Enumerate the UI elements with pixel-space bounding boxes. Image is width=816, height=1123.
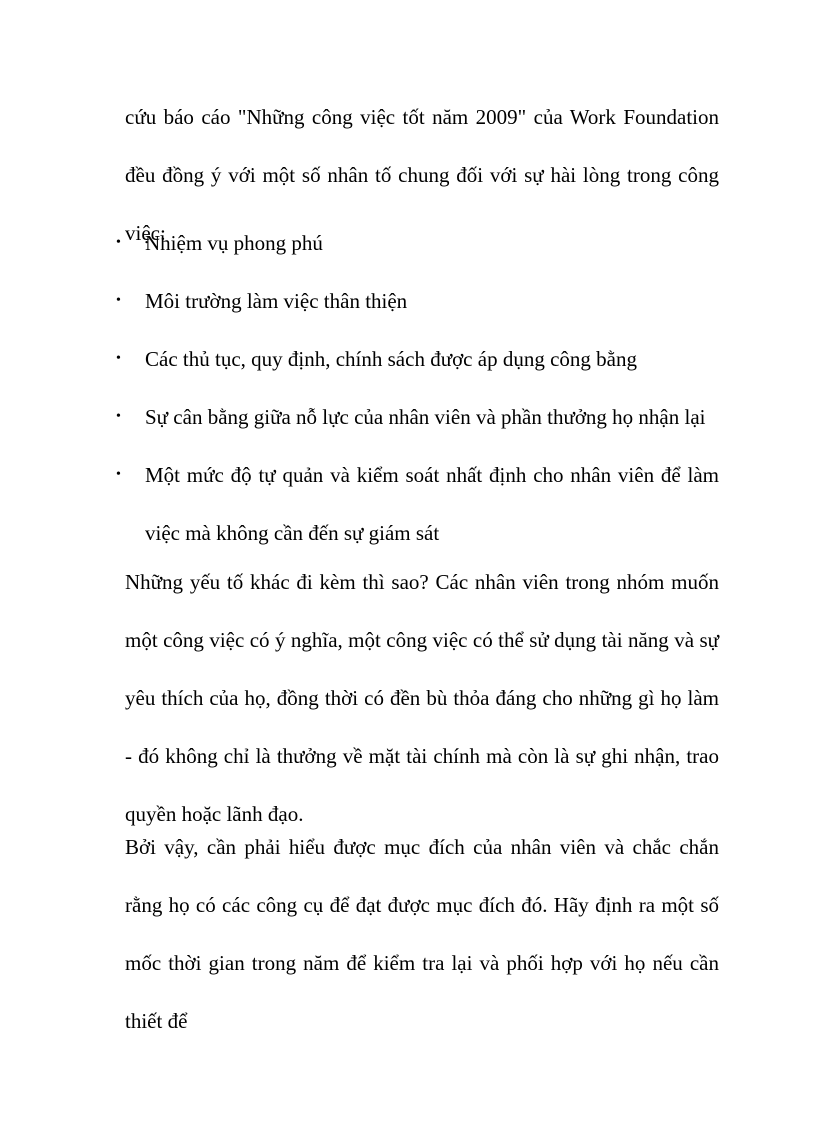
bullet-icon: • bbox=[116, 293, 121, 308]
list-item-text: Một mức độ tự quản và kiểm soát nhất định cho nhân viên để làm việc mà không cần đến sự giám sát bbox=[145, 463, 719, 545]
list-item bbox=[113, 330, 719, 388]
satisfaction-factors-list bbox=[113, 214, 719, 562]
list-item-text: Sự cân bằng giữa nỗ lực của nhân viên và phần thưởng họ nhận lại bbox=[145, 405, 706, 429]
bullet-icon: • bbox=[116, 467, 121, 482]
list-item-text: Nhiệm vụ phong phú bbox=[145, 231, 323, 255]
bullet-icon: • bbox=[116, 351, 121, 366]
bullet-icon: • bbox=[116, 235, 121, 250]
other-factors-paragraph: Những yếu tố khác đi kèm thì sao? Các nhân viên trong nhóm muốn một công việc có ý nghĩa, một công việc có thể sử dụng tài năng và sự yêu thích của họ, đồng thời có đền bù thỏa đáng cho những gì họ làm - đó không chỉ là thưởng về mặt tài chính mà còn là sự ghi nhận, trao quyền hoặc lãnh đạo. bbox=[125, 570, 719, 826]
list-item-text: Các thủ tục, quy định, chính sách được áp dụng công bằng bbox=[145, 347, 637, 371]
list-item bbox=[113, 446, 719, 562]
list-item bbox=[113, 388, 719, 446]
list-item bbox=[113, 214, 719, 272]
intro-paragraph: cứu báo cáo "Những công việc tốt năm 2009" của Work Foundation đều đồng ý với một số nhân tố chung đối với sự hài lòng trong công việc: bbox=[125, 105, 719, 245]
purpose-paragraph: Bởi vậy, cần phải hiểu được mục đích của nhân viên và chắc chắn rằng họ có các công cụ để đạt được mục đích đó. Hãy định ra một số mốc thời gian trong năm để kiểm tra lại và phối hợp với họ nếu cần thiết để bbox=[125, 835, 719, 1033]
bullet-icon: • bbox=[116, 409, 121, 424]
list-item-text: Môi trường làm việc thân thiện bbox=[145, 289, 408, 313]
list-item bbox=[113, 272, 719, 330]
